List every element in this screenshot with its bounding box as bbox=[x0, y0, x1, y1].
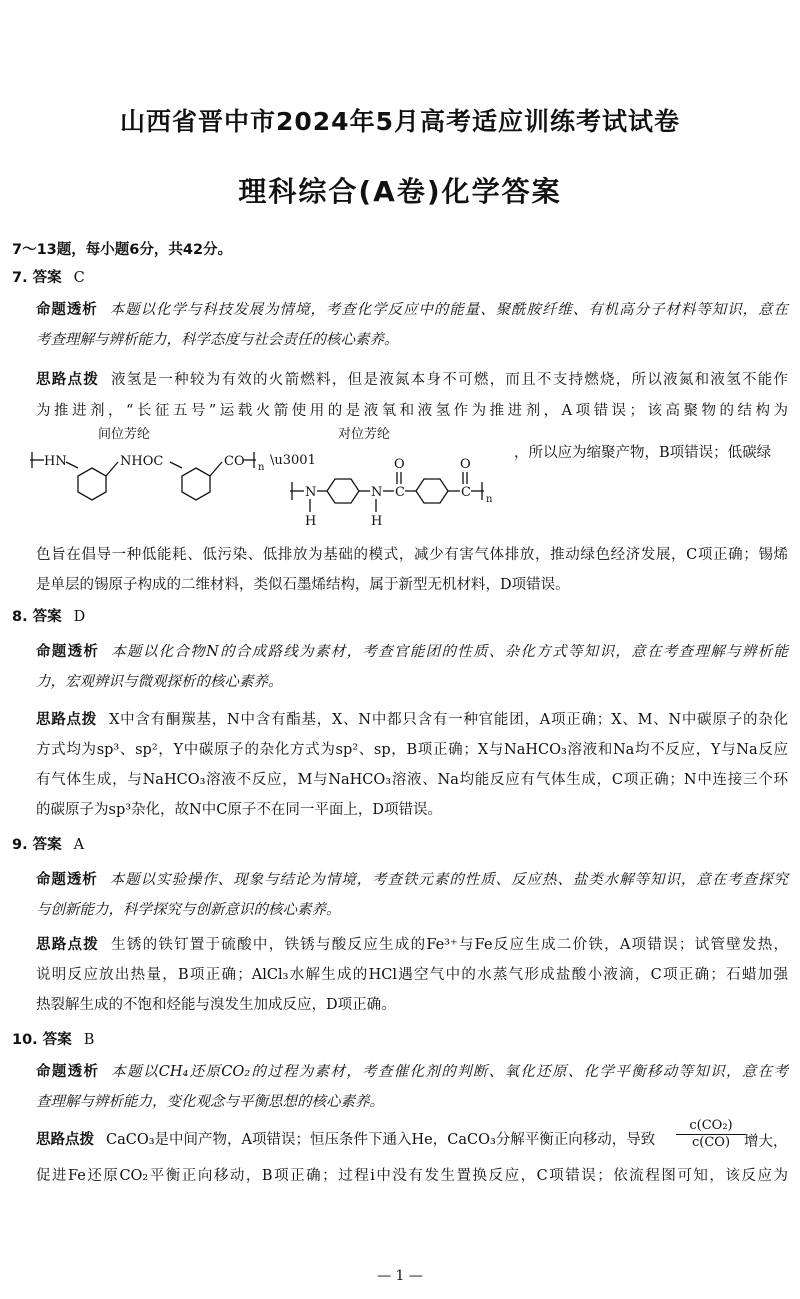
benzene-ring-2 bbox=[182, 468, 210, 500]
q7-hint-4: 是单层的锡原子构成的二维材料，类似石墨烯结构，属于新型无机材料，D项错误。 bbox=[36, 577, 570, 593]
hint-label: 思路点拨 bbox=[36, 372, 100, 388]
q7-chem-tail: ，所以应为缩聚产物，B项错误；低碳绿 bbox=[514, 445, 772, 461]
q10-hint-1-tail: 增大， bbox=[744, 1134, 788, 1150]
analysis-label: 命题透析 bbox=[36, 302, 98, 318]
hint-label: 思路点拨 bbox=[36, 712, 98, 728]
q9-hint-1: 思路点拨 生锈的铁钉置于硫酸中，铁锈与酸反应生成的Fe³⁺与Fe反应生成二价铁，A项错误；试管壁发热， bbox=[36, 937, 788, 953]
q9-answer-line bbox=[12, 835, 788, 855]
q7-hint-3: 色旨在倡导一种低能耗、低污染、低排放为基础的模式，减少有害气体排放，推动绿色经济发展，C项正确；锡烯 bbox=[36, 547, 788, 563]
benzene-ring-4 bbox=[416, 479, 448, 503]
meta-co: CO bbox=[224, 454, 245, 469]
bond bbox=[210, 462, 222, 476]
meta-subscript-n: n bbox=[258, 462, 265, 473]
para-o2: O bbox=[460, 457, 471, 472]
exam-title: 山西省晋中市2024年5月高考适应训练考试试卷 bbox=[120, 107, 680, 136]
analysis-label: 命题透析 bbox=[36, 644, 100, 660]
para-h2: H bbox=[371, 514, 383, 529]
q10-analysis-2: 查理解与辨析能力，变化观念与平衡思想的核心素养。 bbox=[36, 1094, 384, 1110]
meta-nhoc: NHOC bbox=[120, 454, 164, 469]
para-n1: N bbox=[305, 485, 317, 500]
para-n2: N bbox=[371, 485, 383, 500]
q7-analysis-2: 考查理解与辨析能力，科学态度与社会责任的核心素养。 bbox=[36, 332, 399, 348]
q7-head: 7. 答案 bbox=[12, 270, 62, 286]
q8-answer: D bbox=[73, 609, 86, 625]
q7-hint-1: 思路点拨 液氢是一种较为有效的火箭燃料，但是液氮本身不可燃，而且不支持燃烧，所以液氮和液氢不能作 bbox=[36, 372, 789, 388]
q8-head: 8. 答案 bbox=[12, 609, 62, 625]
hint-label: 思路点拨 bbox=[36, 1132, 94, 1148]
analysis-label: 命题透析 bbox=[36, 872, 98, 888]
q10-analysis-1: 命题透析 本题以CH₄还原CO₂的过程为素材，考查催化剂的判断、氧化还原、化学平衡移动等知识，意在考 bbox=[36, 1064, 789, 1080]
q10-hint-2: 促进Fe还原CO₂平衡正向移动，B项正确；过程ⅰ中没有发生置换反应，C项错误；依流程图可知，该反应为 bbox=[36, 1168, 788, 1184]
para-c1: C bbox=[395, 485, 405, 500]
para-c2: C bbox=[461, 485, 471, 500]
aramid-structure-diagram bbox=[30, 424, 520, 534]
hint-label: 思路点拨 bbox=[36, 937, 100, 953]
q9-head: 9. 答案 bbox=[12, 837, 62, 853]
meta-hn: HN bbox=[44, 454, 67, 469]
benzene-ring-3 bbox=[327, 479, 359, 503]
q9-answer: A bbox=[73, 837, 85, 853]
q7-analysis-1: 命题透析 本题以化学与科技发展为情境，考查化学反应中的能量、聚酰胺纤维、有机高分子材料等知识，意在 bbox=[36, 302, 789, 318]
analysis-label: 命题透析 bbox=[36, 1064, 100, 1080]
q8-hint-3: 有气体生成，与NaHCO₃溶液不反应，M与NaHCO₃溶液、Na均能反应有气体生成，C项正确；N中连接三个环 bbox=[36, 772, 788, 788]
q10-hint-1: 思路点拨 CaCO₃是中间产物，A项错误；恒压条件下通入He，CaCO₃分解平衡正向移动，导致 bbox=[36, 1132, 656, 1148]
fraction-denominator: c(CO) bbox=[691, 1135, 731, 1150]
page-number: — 1 — bbox=[377, 1268, 423, 1284]
q8-analysis-1: 命题透析 本题以化合物N的合成路线为素材，考查官能团的性质、杂化方式等知识，意在考查理解与辨析能 bbox=[36, 644, 789, 660]
bond bbox=[66, 462, 78, 468]
q9-analysis-2: 与创新能力，科学探究与创新意识的核心素养。 bbox=[36, 902, 341, 918]
fraction-numerator: c(CO₂) bbox=[676, 1118, 746, 1135]
separator: \u3001 bbox=[270, 453, 316, 468]
exam-subtitle: 理科综合(A卷)化学答案 bbox=[238, 175, 562, 208]
para-aramid-label: 对位芳纶 bbox=[338, 427, 391, 442]
q8-answer-line bbox=[12, 607, 788, 627]
q9-hint-2: 说明反应放出热量，B项正确；AlCl₃水解生成的HCl遇空气中的水蒸气形成盐酸小液滴，C项正确；石蜡加强 bbox=[36, 967, 788, 983]
bond bbox=[170, 462, 182, 468]
q8-hint-1: 思路点拨 X中含有酮羰基，N中含有酯基，X、N中都只含有一种官能团，A项正确；X、M、N中碳原子的杂化 bbox=[36, 712, 788, 728]
para-o1: O bbox=[394, 457, 405, 472]
bond bbox=[106, 462, 118, 476]
benzene-ring-1 bbox=[78, 468, 106, 500]
q10-head: 10. 答案 bbox=[12, 1032, 72, 1048]
concentration-ratio-fraction bbox=[676, 1118, 746, 1150]
para-subscript-n: n bbox=[486, 494, 493, 505]
q8-analysis-2: 力，宏观辨识与微观探析的核心素养。 bbox=[36, 674, 283, 690]
q8-hint-4: 的碳原子为sp³杂化，故N中C原子不在同一平面上，D项错误。 bbox=[36, 802, 442, 818]
q7-answer: C bbox=[73, 270, 85, 286]
q10-answer-line bbox=[12, 1030, 788, 1050]
q9-hint-3: 热裂解生成的不饱和烃能与溴发生加成反应，D项正确。 bbox=[36, 997, 396, 1013]
q7-answer-line bbox=[12, 268, 788, 288]
q8-hint-2: 方式均为sp³、sp²，Y中碳原子的杂化方式为sp²、sp，B项正确；X与NaHCO₃溶液和Na均不反应，Y与Na反应 bbox=[36, 742, 788, 758]
meta-aramid-label: 间位芳纶 bbox=[98, 427, 151, 442]
q9-analysis-1: 命题透析 本题以实验操作、现象与结论为情境，考查铁元素的性质、反应热、盐类水解等知识，意在考查探究 bbox=[36, 872, 789, 888]
q7-hint-2: 为推进剂，“长征五号”运载火箭使用的是液氧和液氢作为推进剂，A项错误；该高聚物的结构为 bbox=[36, 403, 788, 419]
section-intro: 7～13题，每小题6分，共42分。 bbox=[12, 242, 233, 258]
q10-answer: B bbox=[83, 1032, 95, 1048]
para-h1: H bbox=[305, 514, 317, 529]
